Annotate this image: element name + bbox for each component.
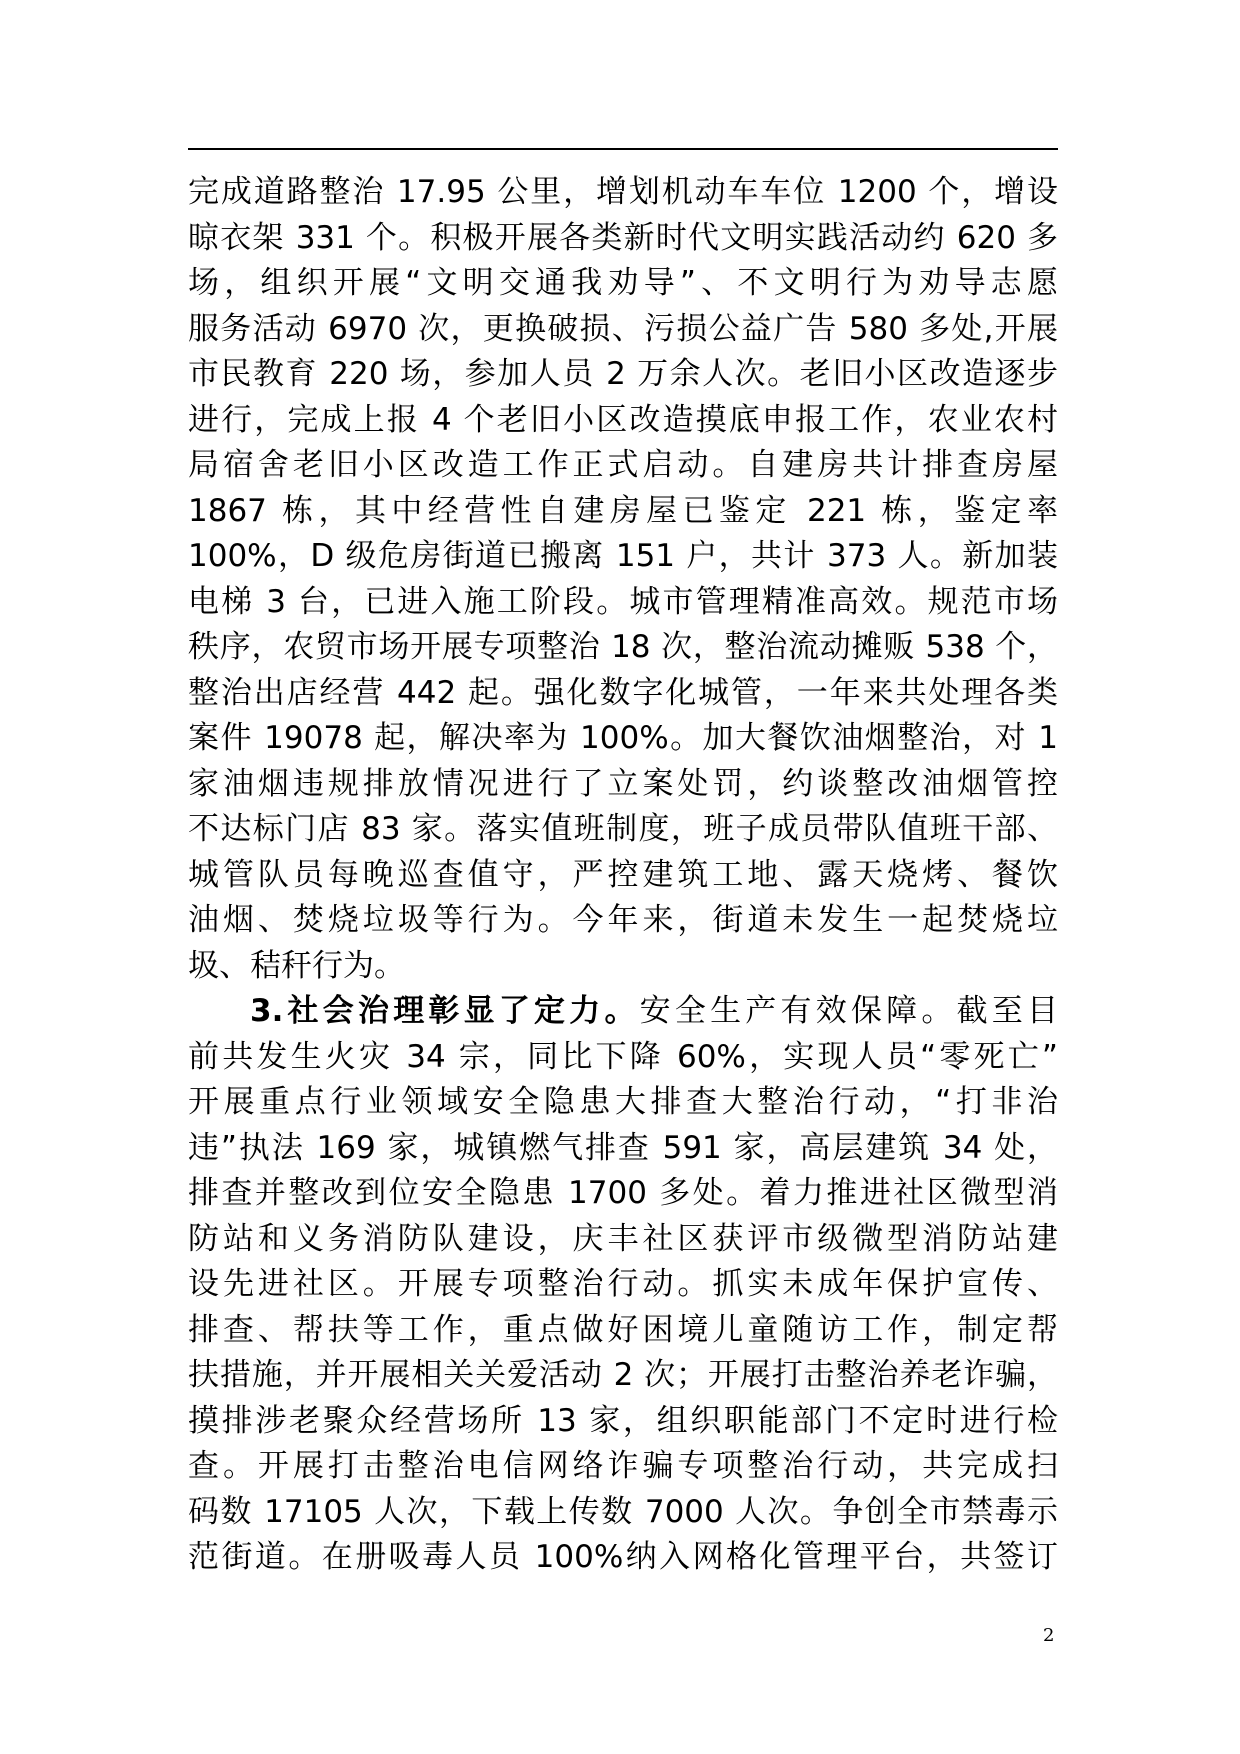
section-first-line <box>188 989 1058 1035</box>
text-line: 家油烟违规排放情况进行了立案处罚，约谈整改油烟管控 <box>188 765 1058 802</box>
text-line: 排查并整改到位安全隐患 1700 多处。着力推进社区微型消 <box>188 1175 1058 1211</box>
text-line: 摸排涉老聚众经营场所 13 家，组织职能部门不定时进行检 <box>188 1402 1058 1439</box>
text-line: 100%，D 级危房街道已搬离 151 户，共计 373 人。新加装 <box>188 538 1058 574</box>
text-line: 码数 17105 人次，下载上传数 7000 人次。争创全市禁毒示 <box>188 1493 1058 1530</box>
text-line: 开展重点行业领域安全隐患大排查大整治行动，“打非治 <box>188 1084 1058 1120</box>
text-line: 案件 19078 起，解决率为 100%。加大餐饮油烟整治，对 1 <box>188 720 1058 756</box>
text-line: 违”执法 169 家，城镇燃气排查 591 家，高层建筑 34 处， <box>188 1129 1058 1166</box>
text-line: 晾衣架 331 个。积极开展各类新时代文明实践活动约 620 多 <box>188 219 1058 256</box>
section-heading: 3.社会治理彰显了定力。 <box>250 993 640 1029</box>
text-line: 油烟、焚烧垃圾等行为。今年来，街道未发生一起焚烧垃 <box>188 902 1058 938</box>
text-line: 市民教育 220 场，参加人员 2 万余人次。老旧小区改造逐步 <box>188 356 1058 392</box>
text-line: 场，组织开展“文明交通我劝导”、不文明行为劝导志愿 <box>188 265 1058 301</box>
text-line: 局宿舍老旧小区改造工作正式启动。自建房共计排查房屋 <box>188 447 1058 483</box>
page-number: 2 <box>1043 1625 1055 1646</box>
text-line: 扶措施，并开展相关关爱活动 2 次；开展打击整治养老诈骗， <box>188 1357 1058 1393</box>
header-rule <box>188 148 1058 150</box>
text-line: 排查、帮扶等工作，重点做好困境儿童随访工作，制定帮 <box>188 1311 1058 1348</box>
text-line: 圾、秸秆行为。 <box>188 947 405 984</box>
text-line: 城管队员每晚巡查值守，严控建筑工地、露天烧烤、餐饮 <box>188 856 1058 893</box>
text-line: 进行，完成上报 4 个老旧小区改造摸底申报工作，农业农村 <box>188 401 1058 438</box>
section-first-line-text: 安全生产有效保障。截至目 <box>639 993 1058 1029</box>
text-line: 查。开展打击整治电信网络诈骗专项整治行动，共完成扫 <box>188 1448 1058 1484</box>
text-line: 秩序，农贸市场开展专项整治 18 次，整治流动摊贩 538 个， <box>188 629 1058 665</box>
text-line: 1867 栋，其中经营性自建房屋已鉴定 221 栋，鉴定率 <box>188 492 1058 529</box>
text-line: 前共发生火灾 34 宗，同比下降 60%，实现人员“零死亡” <box>188 1038 1058 1075</box>
text-line: 完成道路整治 17.95 公里，增划机动车车位 1200 个，增设 <box>188 174 1058 210</box>
text-line: 电梯 3 台，已进入施工阶段。城市管理精准高效。规范市场 <box>188 583 1058 620</box>
text-line: 不达标门店 83 家。落实值班制度，班子成员带队值班干部、 <box>188 811 1058 847</box>
document-body <box>188 170 1058 1581</box>
text-line: 设先进社区。开展专项整治行动。抓实未成年保护宣传、 <box>188 1266 1058 1302</box>
text-line: 范街道。在册吸毒人员 100%纳入网格化管理平台，共签订 <box>188 1539 1058 1575</box>
text-line: 服务活动 6970 次，更换破损、污损公益广告 580 多处,开展 <box>188 310 1058 347</box>
text-line: 防站和义务消防队建设，庆丰社区获评市级微型消防站建 <box>188 1220 1058 1257</box>
text-line: 整治出店经营 442 起。强化数字化城管，一年来共处理各类 <box>188 674 1058 711</box>
